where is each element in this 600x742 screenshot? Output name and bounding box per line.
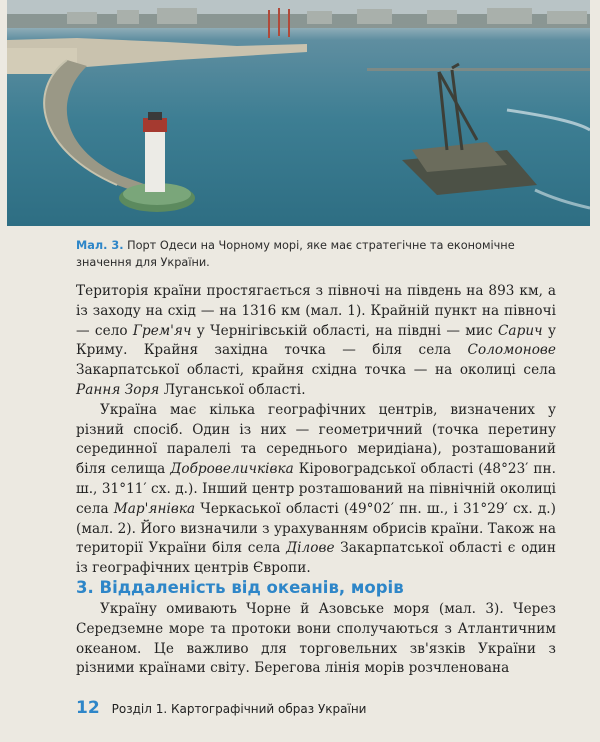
body-text bbox=[76, 282, 556, 579]
port-illustration bbox=[7, 0, 590, 226]
text-run: Територія країни простягається з півночі на південь на 893 км, а із заходу на схід — на 1316 км (мал. 1). Крайній пункт на півночі — село bbox=[76, 283, 556, 339]
text-run: у Чернігівській області, на півдні — мис bbox=[191, 322, 498, 339]
port-photo bbox=[7, 0, 590, 226]
place-name: Сарич bbox=[497, 322, 543, 339]
page-number: 12 bbox=[76, 698, 100, 718]
place-name: Ділове bbox=[286, 540, 335, 557]
text-run: Черкаської області (49°02′ пн. ш., і 31°29′ сх. д.) (мал. 2). Його визначили з урахуванням обрисів країни. Також на території України біля села bbox=[76, 500, 556, 557]
figure-caption-text: Порт Одеси на Чорному морі, яке має стратегічне та економічне значення для України. bbox=[76, 239, 515, 269]
paragraph-geographic-centers bbox=[76, 401, 556, 579]
page-footer bbox=[76, 698, 366, 718]
section-heading: 3. Віддаленість від океанів, морів bbox=[76, 578, 404, 597]
place-name: Добровеличківка bbox=[170, 461, 294, 478]
footer-section-title: Розділ 1. Картографічний образ України bbox=[111, 702, 367, 716]
figure-caption bbox=[76, 237, 536, 271]
text-run: у Криму. Крайня західна точка — біля села bbox=[76, 322, 556, 359]
paragraph-seas: Україну омивають Чорне й Азовське моря (мал. 3). Через Середземне море та протоки вони сполучаються з Атлантичним океаном. Це важливо для торговельних зв'язків України з різними країнами світу. Берегова лінія морів розчленована bbox=[76, 601, 556, 677]
figure-label: Мал. 3. bbox=[76, 239, 124, 252]
text-run: Кіровоградської області (48°23′ пн. ш., 31°11′ сх. д.). Інший центр розташований на північній околиці села bbox=[76, 461, 556, 517]
place-name: Мар'янівка bbox=[113, 500, 196, 517]
place-name: Соломонове bbox=[467, 342, 556, 359]
text-run: Луганської області. bbox=[159, 381, 306, 398]
place-name: Грем'яч bbox=[132, 322, 192, 339]
text-run: Закарпатської області, крайня східна точка — на околиці села bbox=[76, 362, 556, 379]
section-text bbox=[76, 600, 556, 679]
text-run: Україна має кілька географічних центрів, визначених у різний спосіб. Один із них — геометричний (точка перетину серединної паралелі та середнього меридіана), розташований біля селища bbox=[76, 401, 556, 478]
paragraph-extreme-points bbox=[76, 282, 556, 401]
text-run: Закарпатської області є один із географічних центрів Європи. bbox=[76, 540, 556, 577]
place-name: Рання Зоря bbox=[76, 381, 160, 398]
